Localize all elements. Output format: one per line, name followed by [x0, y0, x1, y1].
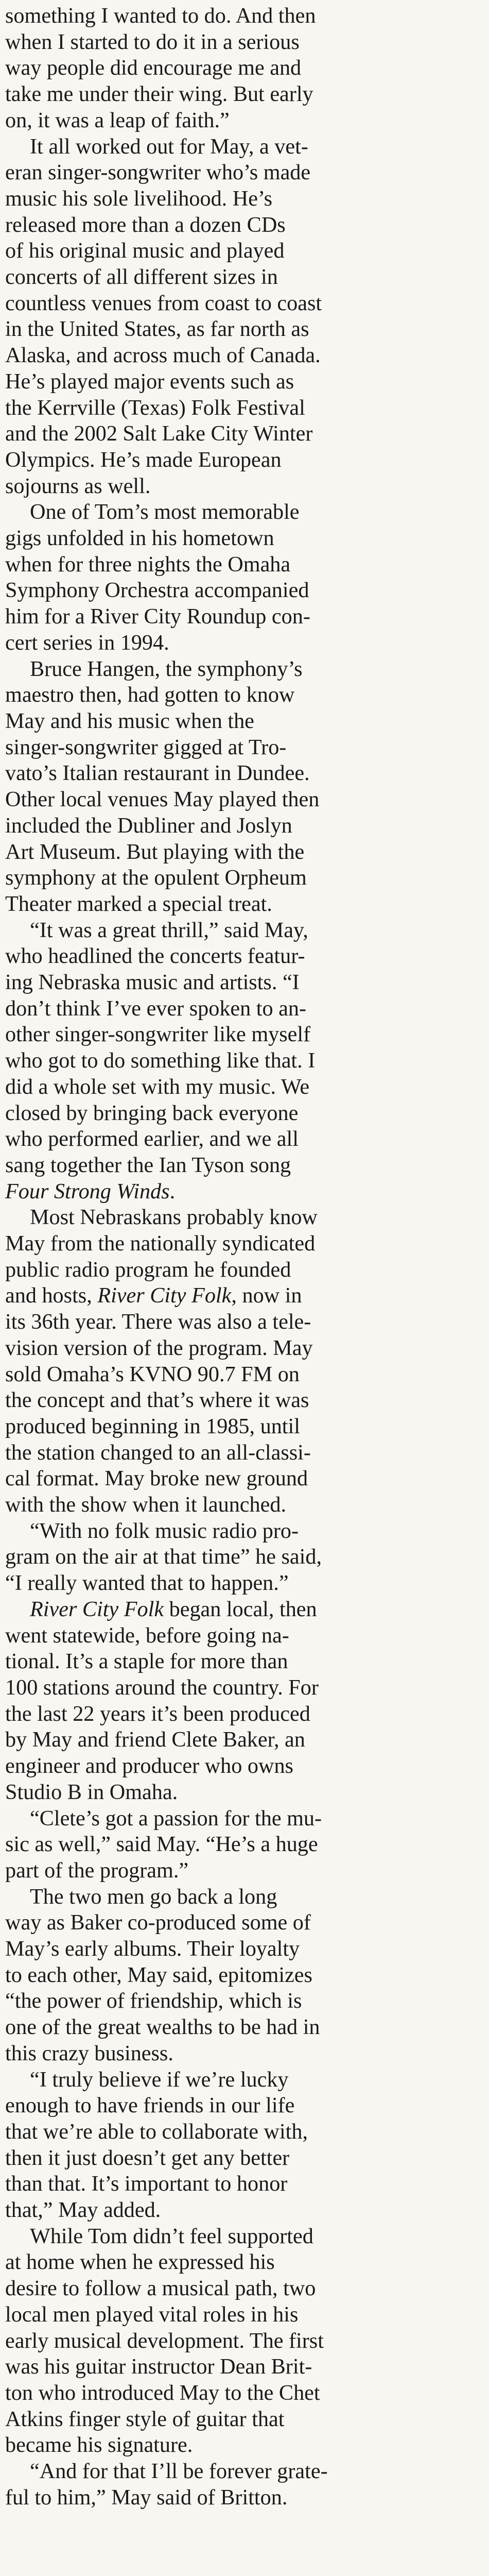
paragraph-5: “It was a great thrill,” said May, who headlined the concerts featur- ing Nebraska music and artists. “I don’t think I’ve ever spoken to an- other singer-songwriter like myself who got to do something like that. I did a whole set with my music. We closed by bringing back everyone who performed earlier, and we all sang together the Ian Tyson song Four Strong Winds. [5, 918, 316, 1204]
song-title: Four Strong Winds [5, 1179, 170, 1204]
program-title: River City Folk [30, 1597, 164, 1621]
paragraph-13: “And for that I’ll be forever grate- ful to him,” May said of Britton. [5, 2459, 328, 2510]
paragraph-7: “With no folk music radio pro- gram on the air at that time” he said, “I really wanted that to happen.” [5, 1518, 322, 1596]
paragraph-10: The two men go back a long way as Baker co-produced some of May’s early albums. Their loyalty to each other, May said, epitomizes “the power of friendship, which is one of the great wealths to be had in this crazy business. [5, 1884, 320, 2065]
program-title: River City Folk [97, 1283, 232, 1308]
paragraph-11: “I truly believe if we’re lucky enough to have friends in our life that we’re able to collaborate with, then it just doesn’t get any better than that. It’s important to honor that,” May added. [5, 2067, 308, 2223]
paragraph-4: Bruce Hangen, the symphony’s maestro then, had gotten to know May and his music when the singer-songwriter gigged at Tro- vato’s Italian restaurant in Dundee. Other local venues May played then included the Dubliner and Joslyn Art Museum. But playing with the symphony at the opulent Orpheum Theater marked a special treat. [5, 656, 320, 916]
paragraph-6: Most Nebraskans probably know May from the nationally syndicated public radio program he founded and hosts, River City Folk, now in its 36th year. There was also a tele- vision version of the program. May sold Omaha’s KVNO 90.7 FM on the concept and that’s where it was produced beginning in 1985, until the station changed to an all-classi- cal format. May broke new ground with the show when it launched. [5, 1205, 318, 1517]
paragraph-2: It all worked out for May, a vet- eran singer-songwriter who’s made music his sole livelihood. He’s released more than a dozen CDs of his original music and played concerts of all different sizes in countless venues from coast to coast in the United States, as far north as Alaska, and across much of Canada. He’s played major events such as the Kerrville (Texas) Folk Festival and the 2002 Salt Lake City Winter Olympics. He’s made European sojourns as well. [5, 134, 322, 498]
paragraph-9: “Clete’s got a passion for the mu- sic as well,” said May. “He’s a huge part of the program.” [5, 1806, 322, 1883]
paragraph-12: While Tom didn’t feel supported at home when he expressed his desire to follow a musical path, two local men played vital roles in his early musical development. The first was his guitar instructor Dean Brit- ton who introduced May to the Chet Atkins finger style of guitar that became his signature. [5, 2224, 324, 2458]
paragraph-8: River City Folk began local, then went statewide, before going na- tional. It’s a staple for more than 100 stations around the country. For the last 22 years it’s been produced by May and friend Clete Baker, an engineer and producer who owns Studio B in Omaha. [5, 1597, 319, 1804]
paragraph-3: One of Tom’s most memorable gigs unfolded in his hometown when for three nights the Omaha Symphony Orchestra accompanied him for a River City Roundup con- cert series in 1994. [5, 500, 310, 655]
paragraph-1: something I wanted to do. And then when I started to do it in a serious way people did encourage me and take me under their wing. But early on, it was a leap of faith.” [5, 4, 316, 132]
